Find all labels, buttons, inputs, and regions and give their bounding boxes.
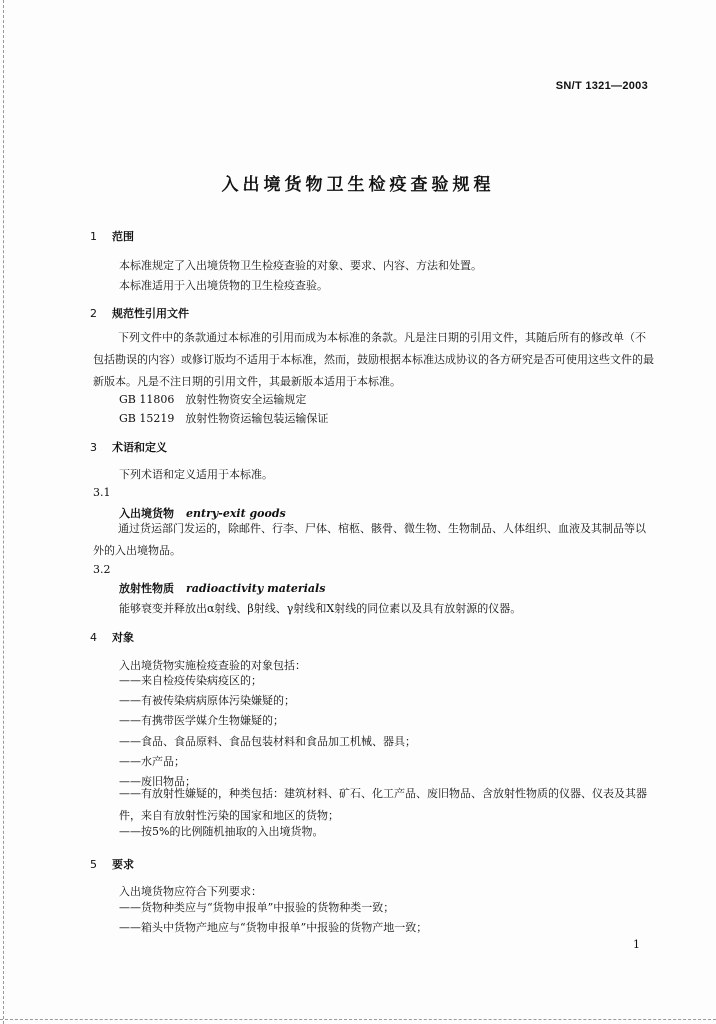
term-zh: 入出境货物	[119, 507, 174, 520]
section-title: 范围	[112, 230, 134, 243]
paragraph-line: 下列术语和定义适用于本标准。	[119, 468, 273, 481]
section-5-heading	[90, 856, 134, 872]
section-number: 1	[90, 230, 97, 243]
section-number: 3	[90, 441, 97, 454]
term-definition: 通过货运部门发运的，除邮件、行李、尸体、棺柩、骸骨、微生物、生物制品、人体组织、血液及其制品等以外的入出境物品。	[93, 522, 646, 557]
list-item: ——有被传染病病原体污染嫌疑的；	[119, 694, 295, 707]
standard-code: SN/T 1321—2003	[555, 80, 648, 92]
list-item: ——按5%的比例随机抽取的入出境货物。	[119, 825, 324, 838]
paragraph-line: 入出境货物应符合下列要求：	[119, 885, 262, 898]
paragraph-line: 本标准规定了入出境货物卫生检疫查验的对象、要求、内容、方法和处置。	[119, 259, 482, 272]
list-item: ——来自检疫传染病疫区的；	[119, 674, 262, 687]
scan-edge-left	[3, 0, 4, 1024]
list-item: ——货物种类应与“货物申报单”中报验的货物种类一致；	[119, 901, 395, 914]
term-en: radioactivity materials	[186, 582, 326, 595]
term-en: entry-exit goods	[186, 507, 286, 520]
term-definition: 能够衰变并释放出α射线、β射线、γ射线和X射线的同位素以及具有放射源的仪器。	[119, 602, 522, 615]
section-3-heading	[90, 439, 167, 455]
term-zh: 放射性物质	[119, 582, 174, 595]
list-item: ——食品、食品原料、食品包装材料和食品加工机械、器具；	[119, 735, 416, 748]
section-number: 4	[90, 631, 97, 644]
section-4-heading	[90, 629, 134, 645]
list-item: ——有放射性嫌疑的，种类包括：建筑材料、矿石、化工产品、废旧物品、含放射性物质的仪器、仪表及其器件，来自有放射性污染的国家和地区的货物；	[119, 787, 647, 822]
paragraph-line: 入出境货物实施检疫查验的对象包括：	[119, 659, 306, 672]
section-1-heading	[90, 228, 134, 244]
page-number: 1	[633, 938, 640, 951]
list-item: ——箱头中货物产地应与“货物申报单”中报验的货物产地一致；	[119, 921, 428, 934]
reference-item: GB 15219 放射性物资运输包装运输保证	[119, 412, 329, 425]
term-heading	[119, 580, 325, 596]
scan-edge-bottom	[0, 1019, 716, 1020]
page-title: 入出境货物卫生检疫查验规程	[221, 175, 495, 195]
list-item: ——有携带医学媒介生物嫌疑的；	[119, 714, 284, 727]
section-title: 规范性引用文件	[112, 307, 189, 320]
term-number: 3.2	[93, 563, 111, 576]
section-title: 要求	[112, 858, 134, 871]
reference-item: GB 11806 放射性物资安全运输规定	[119, 393, 307, 406]
list-item: ——水产品；	[119, 755, 185, 768]
paragraph-line: 本标准适用于入出境货物的卫生检疫查验。	[119, 279, 328, 292]
section-number: 2	[90, 307, 97, 320]
section-2-heading	[90, 305, 189, 321]
section-title: 对象	[112, 631, 134, 644]
term-number: 3.1	[93, 486, 111, 499]
paragraph: 下列文件中的条款通过本标准的引用而成为本标准的条款。凡是注日期的引用文件，其随后所有的修改单（不包括勘误的内容）或修订版均不适用于本标准，然而，鼓励根据本标准达成协议的各方研究是否可使用这些文件的最新版本。凡是不注日期的引用文件，其最新版本适用于本标准。	[93, 331, 654, 388]
section-number: 5	[90, 858, 97, 871]
section-title: 术语和定义	[112, 441, 167, 454]
list-item: ——废旧物品；	[119, 775, 196, 788]
